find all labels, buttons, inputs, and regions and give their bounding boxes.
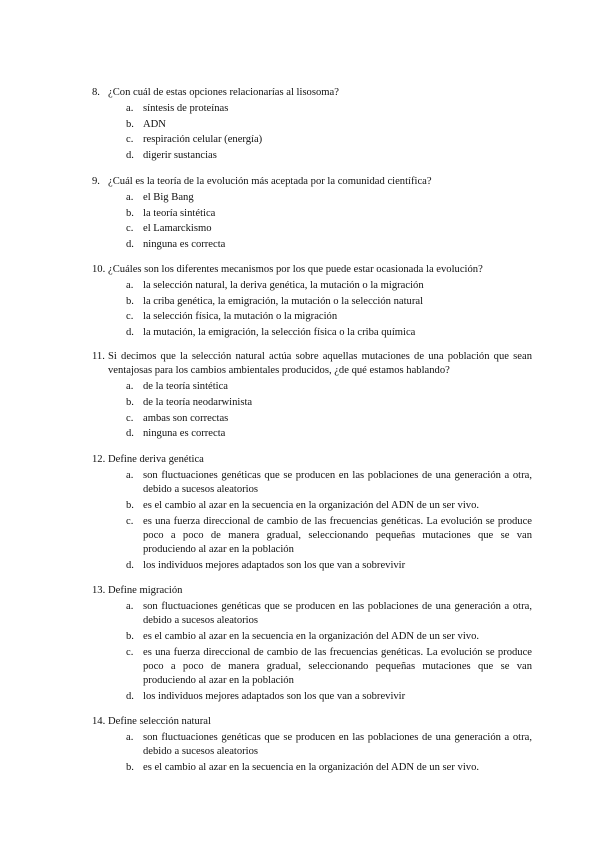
option-text: la selección natural, la deriva genética, la mutación o la migración xyxy=(143,279,424,291)
option-b xyxy=(92,118,532,132)
option-text: son fluctuaciones genéticas que se producen en las poblaciones de una generación a otra, debido a sucesos aleatorios xyxy=(143,469,532,495)
option-text: son fluctuaciones genéticas que se producen en las poblaciones de una generación a otra, debido a sucesos aleatorios xyxy=(143,600,532,626)
option-letter: a. xyxy=(126,600,134,612)
question-number: 12. xyxy=(92,454,106,465)
option-text: síntesis de proteínas xyxy=(143,102,229,114)
option-text: es el cambio al azar en la secuencia en la organización del ADN de un ser vivo. xyxy=(143,761,480,773)
option-b xyxy=(92,207,532,221)
question-text: Define migración xyxy=(108,585,183,596)
option-letter: a. xyxy=(126,102,134,114)
question-number: 8. xyxy=(92,87,100,98)
option-letter: c. xyxy=(126,412,134,424)
option-letter: a. xyxy=(126,731,134,743)
option-d xyxy=(92,238,532,252)
option-letter: d. xyxy=(126,327,134,339)
option-c xyxy=(92,515,532,558)
option-letter: d. xyxy=(126,150,134,162)
option-a xyxy=(92,600,532,628)
option-letter: b. xyxy=(126,295,134,307)
option-letter: b. xyxy=(126,396,134,408)
question-12 xyxy=(92,453,532,573)
option-text: la criba genética, la emigración, la mutación o la selección natural xyxy=(143,295,424,307)
option-text: de la teoría neodarwinista xyxy=(143,396,253,408)
option-letter: d. xyxy=(126,690,134,702)
question-13 xyxy=(92,584,532,704)
question-14 xyxy=(92,715,532,775)
option-text: de la teoría sintética xyxy=(143,381,229,392)
option-letter: a. xyxy=(126,469,134,481)
option-letter: d. xyxy=(126,239,134,251)
option-d xyxy=(92,326,532,340)
option-text: la mutación, la emigración, la selección física o la criba química xyxy=(143,327,416,339)
option-text: ambas son correctas xyxy=(143,412,229,424)
option-c xyxy=(92,222,532,236)
question-text: Si decimos que la selección natural actúa sobre aquellas mutaciones de una población que sean ventajosas para los cambios ambientales producidos, ¿de qué estamos hablando? xyxy=(108,351,532,377)
option-a xyxy=(92,380,532,394)
option-letter: c. xyxy=(126,223,134,235)
option-a xyxy=(92,469,532,497)
question-number: 10. xyxy=(92,264,106,275)
option-d xyxy=(92,559,532,573)
option-a xyxy=(92,102,532,116)
option-c xyxy=(92,310,532,324)
option-letter: b. xyxy=(126,761,134,773)
option-b xyxy=(92,499,532,513)
option-text: el Big Bang xyxy=(143,191,194,203)
option-text: los individuos mejores adaptados son los que van a sobrevivir xyxy=(143,690,406,702)
option-letter: b. xyxy=(126,630,134,642)
option-letter: b. xyxy=(126,118,134,130)
option-d xyxy=(92,427,532,441)
option-letter: a. xyxy=(126,279,134,291)
option-letter: d. xyxy=(126,559,134,571)
option-text: digerir sustancias xyxy=(143,150,217,162)
question-number: 14. xyxy=(92,716,106,727)
option-a xyxy=(92,191,532,205)
option-letter: b. xyxy=(126,207,134,219)
option-d xyxy=(92,149,532,163)
question-text: ¿Cuál es la teoría de la evolución más aceptada por la comunidad científica? xyxy=(108,176,432,187)
question-8 xyxy=(92,86,532,163)
option-b xyxy=(92,396,532,410)
option-b xyxy=(92,761,532,775)
option-a xyxy=(92,279,532,293)
question-number: 13. xyxy=(92,585,106,596)
option-letter: c. xyxy=(126,646,134,658)
option-letter: b. xyxy=(126,499,134,511)
option-text: los individuos mejores adaptados son los que van a sobrevivir xyxy=(143,559,406,571)
question-9 xyxy=(92,175,532,252)
option-text: es el cambio al azar en la secuencia en la organización del ADN de un ser vivo. xyxy=(143,499,480,511)
option-c xyxy=(92,133,532,147)
question-text: Define selección natural xyxy=(108,716,211,727)
option-text: es una fuerza direccional de cambio de las frecuencias genéticas. La evolución se produce poco a poco de manera gradual, seleccionando pequeñas mutaciones que se van produciendo al azar en la población xyxy=(143,515,532,555)
option-letter: a. xyxy=(126,381,134,392)
option-letter: c. xyxy=(126,134,134,146)
option-text: el Lamarckismo xyxy=(143,223,212,235)
question-text: Define deriva genética xyxy=(108,454,204,465)
question-text: ¿Cuáles son los diferentes mecanismos por los que puede estar ocasionada la evolución? xyxy=(108,264,483,275)
option-text: es una fuerza direccional de cambio de las frecuencias genéticas. La evolución se produce poco a poco de manera gradual, seleccionando pequeñas mutaciones que se van produciendo al azar en la población xyxy=(143,646,532,686)
option-d xyxy=(92,690,532,704)
question-number: 9. xyxy=(92,176,100,187)
option-text: ADN xyxy=(143,118,166,130)
option-letter: c. xyxy=(126,311,134,323)
option-c xyxy=(92,646,532,689)
question-11 xyxy=(92,350,532,442)
option-text: la teoría sintética xyxy=(143,207,216,219)
option-letter: a. xyxy=(126,191,134,203)
option-text: es el cambio al azar en la secuencia en la organización del ADN de un ser vivo. xyxy=(143,630,480,642)
question-number: 11. xyxy=(92,351,105,362)
option-b xyxy=(92,630,532,644)
option-letter: c. xyxy=(126,515,134,527)
option-text: la selección física, la mutación o la migración xyxy=(143,311,338,323)
option-a xyxy=(92,731,532,759)
option-text: ninguna es correcta xyxy=(143,428,226,440)
option-letter: d. xyxy=(126,428,134,440)
option-text: respiración celular (energía) xyxy=(143,134,263,146)
option-b xyxy=(92,295,532,309)
option-text: son fluctuaciones genéticas que se producen en las poblaciones de una generación a otra, debido a sucesos aleatorios xyxy=(143,731,532,757)
question-10 xyxy=(92,263,532,340)
question-text: ¿Con cuál de estas opciones relacionarías al lisosoma? xyxy=(108,87,339,98)
option-text: ninguna es correcta xyxy=(143,239,226,251)
option-c xyxy=(92,412,532,426)
